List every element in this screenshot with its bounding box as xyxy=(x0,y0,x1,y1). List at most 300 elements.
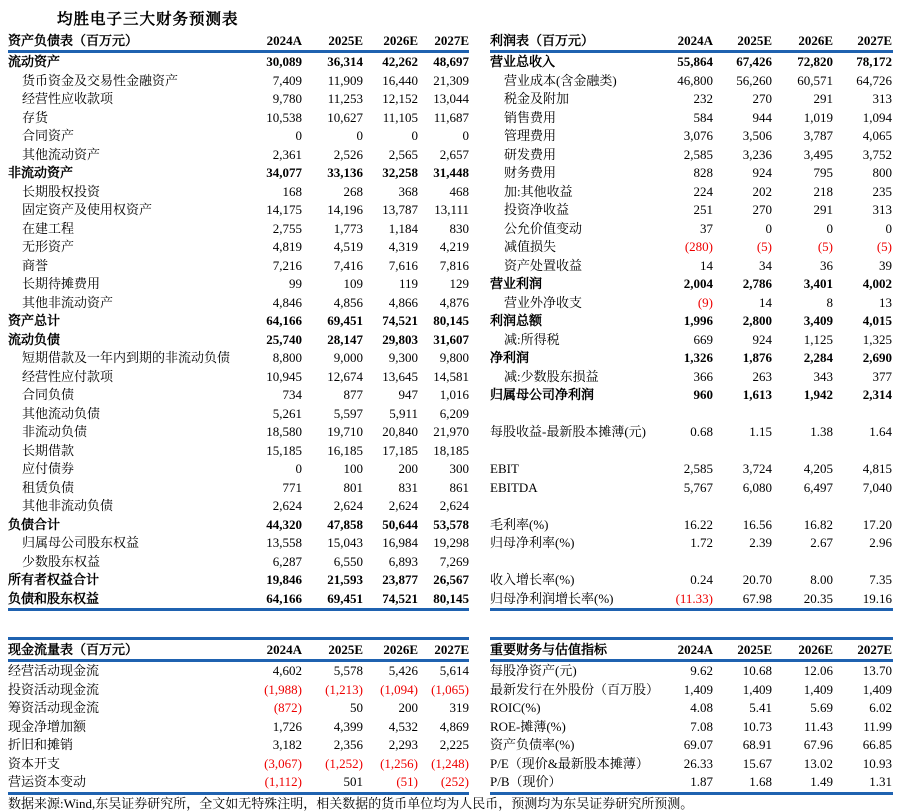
table-row xyxy=(490,368,893,387)
table-row xyxy=(490,571,893,590)
cell-value: 3,236 xyxy=(742,146,772,162)
cell-value: 6,893 xyxy=(388,553,418,569)
table-row xyxy=(490,460,893,479)
cell-value: 13,044 xyxy=(433,91,469,106)
table-row xyxy=(8,386,469,405)
cell-value: 26,567 xyxy=(433,572,469,587)
table-row xyxy=(490,127,893,146)
cell-value: 2,585 xyxy=(683,146,713,162)
cell-value: 21,309 xyxy=(433,72,469,88)
table-row xyxy=(8,553,469,572)
cell-value: 10,627 xyxy=(327,109,363,125)
income-statement-table xyxy=(490,31,893,611)
cell-value: 6,209 xyxy=(439,405,469,421)
row-label: 长期待摊费用 xyxy=(22,276,101,291)
year-column-header: 2025E xyxy=(328,642,363,657)
cell-value: 64,166 xyxy=(266,590,302,606)
cell-value: 0 xyxy=(885,220,892,236)
cell-value: 4,846 xyxy=(272,294,302,310)
row-label: 毛利率(%) xyxy=(490,516,549,532)
cell-value: 44,320 xyxy=(266,516,302,532)
cell-value: 7,409 xyxy=(272,72,302,88)
cell-value: 16,185 xyxy=(327,442,363,458)
cell-value: 5,767 xyxy=(683,479,713,495)
cell-value: 19.16 xyxy=(862,590,892,606)
cell-value: 5,597 xyxy=(333,405,363,421)
income-statement-header-row xyxy=(490,31,893,53)
cell-value: 1,942 xyxy=(803,387,833,402)
cell-value: 67,426 xyxy=(736,54,772,69)
cell-value: 1.72 xyxy=(690,535,713,550)
table-row xyxy=(8,534,469,553)
cell-value: 23,877 xyxy=(382,572,418,587)
cell-value: 3,495 xyxy=(803,146,833,162)
cell-value: 15,043 xyxy=(327,535,363,550)
table-row xyxy=(490,386,893,405)
table-row xyxy=(490,164,893,183)
row-label: EBIT xyxy=(490,461,519,476)
cell-value: 1,726 xyxy=(272,718,302,734)
cell-value: (51) xyxy=(396,774,418,789)
cell-value: 944 xyxy=(752,109,772,125)
table-row xyxy=(8,479,469,498)
cell-value: 14,581 xyxy=(433,368,469,384)
cell-value: 20.35 xyxy=(803,590,833,606)
row-label: 归母净利率(%) xyxy=(490,535,575,550)
row-label: 利润总额 xyxy=(490,313,543,328)
row-label: 长期股权投资 xyxy=(22,183,101,199)
year-column-header: 2024A xyxy=(266,642,302,657)
cell-value: 2,624 xyxy=(333,498,363,513)
cell-value: 12,674 xyxy=(327,368,363,384)
row-label: 非流动资产 xyxy=(8,165,74,180)
cell-value: 1.15 xyxy=(749,424,772,439)
cell-value: 0 xyxy=(765,220,772,236)
table-row xyxy=(490,662,893,681)
cell-value: 5.69 xyxy=(810,700,833,715)
cell-value: 343 xyxy=(813,368,833,384)
cell-value: 1.38 xyxy=(810,424,833,439)
cell-value: 14 xyxy=(700,257,713,273)
row-label: 经营活动现金流 xyxy=(8,663,100,678)
balance-sheet-header-row xyxy=(8,31,469,53)
cell-value: 74,521 xyxy=(382,590,418,606)
cell-value: 80,145 xyxy=(433,313,469,328)
table-row xyxy=(8,755,469,774)
row-label: 所有者权益合计 xyxy=(8,572,100,587)
cell-value: 69,451 xyxy=(327,313,363,328)
cell-value: 11.99 xyxy=(863,718,892,734)
cell-value: 1,325 xyxy=(862,331,892,347)
row-label: ROE-摊薄(%) xyxy=(490,718,566,734)
cell-value: 34,077 xyxy=(266,165,302,180)
row-label: 少数股东权益 xyxy=(22,553,101,569)
cell-value: (1,988) xyxy=(264,681,302,697)
page-title: 均胜电子三大财务预测表 xyxy=(57,11,239,28)
row-label: 其他流动资产 xyxy=(22,146,101,162)
cell-value: 1,876 xyxy=(742,350,772,365)
cell-value: 5,614 xyxy=(439,663,469,678)
cell-value: 28,147 xyxy=(327,331,363,347)
cell-value: 2,657 xyxy=(439,146,469,162)
row-label: 长期借款 xyxy=(22,442,75,458)
cell-value: 3,182 xyxy=(272,737,302,752)
table-row xyxy=(490,257,893,276)
table-row xyxy=(490,755,893,774)
cell-value: (9) xyxy=(697,294,713,310)
cell-value: 53,578 xyxy=(433,516,469,532)
row-label: 投资净收益 xyxy=(504,202,570,217)
cell-value: (252) xyxy=(440,774,469,789)
cell-value: 64,726 xyxy=(856,72,892,88)
row-label: 现金净增加额 xyxy=(8,718,87,734)
cell-value: 2,786 xyxy=(742,276,772,291)
table-header-label: 现金流量表（百万元） xyxy=(8,642,139,657)
cell-value: 50 xyxy=(350,700,363,715)
cell-value: 828 xyxy=(693,165,713,180)
cell-value: 4,015 xyxy=(862,313,892,328)
row-label: 存货 xyxy=(22,109,49,125)
row-label: 归母净利润增长率(%) xyxy=(490,590,614,606)
cell-value: 64,166 xyxy=(266,313,302,328)
cell-value: 5,261 xyxy=(272,405,302,421)
cell-value: 20.70 xyxy=(742,572,772,587)
cell-value: 4,819 xyxy=(272,239,302,254)
table-row xyxy=(8,516,469,535)
table-row xyxy=(8,773,469,792)
cell-value: 18,185 xyxy=(433,442,469,458)
row-label: 加:其他收益 xyxy=(504,183,573,199)
table-header-label: 资产负债表（百万元） xyxy=(8,33,139,48)
table-header-label: 重要财务与估值指标 xyxy=(490,642,608,657)
row-label: 资产处置收益 xyxy=(504,257,583,273)
cell-value: 1.31 xyxy=(869,774,892,789)
table-row xyxy=(8,681,469,700)
cell-value: 10,945 xyxy=(266,368,302,384)
table-row xyxy=(490,275,893,294)
cell-value: 19,846 xyxy=(266,572,302,587)
cell-value: 2,314 xyxy=(862,387,892,402)
cell-value: 2.39 xyxy=(749,535,772,550)
table-row xyxy=(490,238,893,257)
cell-value: 1.87 xyxy=(690,774,713,789)
table-row xyxy=(8,164,469,183)
cell-value: 13,787 xyxy=(382,202,418,217)
cell-value: 2,284 xyxy=(803,350,833,365)
cell-value: 0.24 xyxy=(690,572,713,587)
row-label: 归属母公司股东权益 xyxy=(22,535,140,550)
cell-value: 31,448 xyxy=(433,165,469,180)
cell-value: 1,613 xyxy=(742,387,772,402)
row-label: 研发费用 xyxy=(504,146,557,162)
cell-value: 129 xyxy=(449,276,469,291)
cell-value: 2,624 xyxy=(439,498,469,513)
year-column-header: 2026E xyxy=(383,642,418,657)
cell-value: 6,497 xyxy=(803,479,833,495)
data-source-note: 数据来源:Wind,东吴证券研究所，全文如无特殊注明，相关数据的货币单位均为人民币，预测均为东吴证券研究所预测。 xyxy=(8,796,694,811)
table-row xyxy=(490,72,893,91)
cell-value: 6.02 xyxy=(869,700,892,715)
cell-value: 60,571 xyxy=(797,72,833,88)
cell-value: (1,065) xyxy=(431,681,469,697)
table-row xyxy=(8,275,469,294)
cell-value: (5) xyxy=(756,239,772,254)
row-label: 负债合计 xyxy=(8,516,61,532)
cell-value: 36,314 xyxy=(327,54,363,69)
row-label: 在建工程 xyxy=(22,220,75,236)
table-row xyxy=(490,534,893,553)
cell-value: 2.96 xyxy=(869,535,892,550)
cell-value: 291 xyxy=(813,202,833,217)
cell-value: 100 xyxy=(343,461,363,476)
cell-value: 232 xyxy=(693,91,713,106)
row-label: 管理费用 xyxy=(504,128,557,143)
cell-value: 14 xyxy=(759,294,772,310)
table-row xyxy=(490,423,893,442)
cell-value: 0 xyxy=(295,461,302,476)
cell-value: 42,262 xyxy=(382,54,418,69)
cell-value: 1,409 xyxy=(862,681,892,697)
cell-value: 1,094 xyxy=(862,109,892,125)
cell-value: 2,565 xyxy=(388,146,418,162)
cell-value: 5,426 xyxy=(388,663,418,678)
cell-value: 16,984 xyxy=(382,535,418,550)
table-row xyxy=(8,442,469,461)
row-label: 减:少数股东损益 xyxy=(504,368,599,384)
table-row xyxy=(490,736,893,755)
cell-value: 263 xyxy=(752,368,772,384)
cell-value: 800 xyxy=(872,165,892,180)
cell-value: 55,864 xyxy=(677,54,713,69)
cell-value: 235 xyxy=(872,183,892,199)
cell-value: 9,000 xyxy=(333,350,363,365)
row-label: 每股收益-最新股本摊薄(元) xyxy=(490,424,646,439)
row-label: 负债和股东权益 xyxy=(8,590,100,606)
cell-value: 1,409 xyxy=(683,681,713,697)
year-column-header: 2025E xyxy=(737,642,772,657)
table-row xyxy=(8,405,469,424)
cell-value: 10,538 xyxy=(266,109,302,125)
cell-value: 11,687 xyxy=(433,109,469,125)
valuation-metrics-table xyxy=(490,637,893,795)
cell-value: 7,040 xyxy=(862,479,892,495)
cell-value: 7,416 xyxy=(333,257,363,273)
cell-value: 13,111 xyxy=(434,202,469,217)
cell-value: 877 xyxy=(343,387,363,402)
cell-value: 7.35 xyxy=(869,572,892,587)
row-label: 商誉 xyxy=(22,257,49,273)
row-label: 营业成本(含金融类) xyxy=(504,72,617,88)
cell-value: 313 xyxy=(872,91,892,106)
cell-value: 8 xyxy=(826,294,833,310)
cell-value: 1,326 xyxy=(683,350,713,365)
table-row xyxy=(8,497,469,516)
table-row xyxy=(490,699,893,718)
cell-value: 4,399 xyxy=(333,718,363,734)
cell-value: 2,755 xyxy=(272,220,302,236)
table-row xyxy=(490,349,893,368)
cell-value: 36 xyxy=(820,257,833,273)
cell-value: 4.08 xyxy=(690,700,713,715)
cell-value: (5) xyxy=(817,239,833,254)
row-label: 合同负债 xyxy=(22,387,75,402)
row-label: 减值损失 xyxy=(504,239,557,254)
row-label: 筹资活动现金流 xyxy=(8,700,100,715)
cell-value: 25,740 xyxy=(266,331,302,347)
cell-value: 218 xyxy=(813,183,833,199)
cell-value: 2,800 xyxy=(742,313,772,328)
cell-value: 10.73 xyxy=(742,718,772,734)
cell-value: 4,876 xyxy=(439,294,469,310)
cell-value: 9,300 xyxy=(388,350,418,365)
cell-value: 12.06 xyxy=(803,663,833,678)
table-row xyxy=(8,127,469,146)
year-column-header: 2025E xyxy=(737,33,772,48)
row-label: 合同资产 xyxy=(22,128,75,143)
year-column-header: 2027E xyxy=(857,642,892,657)
year-column-header: 2027E xyxy=(857,33,892,48)
spacer-row xyxy=(490,442,893,461)
row-label: 资本开支 xyxy=(8,755,61,771)
table-row xyxy=(490,773,893,792)
cell-value: 4,815 xyxy=(862,461,892,476)
cell-value: (1,094) xyxy=(380,681,418,697)
spacer-row xyxy=(490,405,893,424)
cell-value: 861 xyxy=(449,479,469,495)
cell-value: 6,287 xyxy=(272,553,302,569)
cell-value: 80,145 xyxy=(433,590,469,606)
year-column-header: 2026E xyxy=(383,33,418,48)
row-label: 最新发行在外股份（百万股） xyxy=(490,681,660,697)
table-row xyxy=(490,201,893,220)
row-label: 经营性应付款项 xyxy=(22,368,114,384)
row-label: 营业利润 xyxy=(490,276,543,291)
row-label: 其他非流动资产 xyxy=(22,294,114,310)
cell-value: 3,506 xyxy=(742,128,772,143)
cell-value: 0 xyxy=(826,220,833,236)
table-row xyxy=(8,257,469,276)
row-label: 公允价值变动 xyxy=(504,220,583,236)
cell-value: 4,532 xyxy=(388,718,418,734)
cell-value: 10.68 xyxy=(742,663,772,678)
row-label: 无形资产 xyxy=(22,239,75,254)
cell-value: (1,252) xyxy=(325,755,363,771)
row-label: 货币资金及交易性金融资产 xyxy=(22,72,179,88)
row-label: P/E（现价&最新股本摊薄） xyxy=(490,755,649,771)
row-label: 投资活动现金流 xyxy=(8,681,100,697)
row-label: 其他流动负债 xyxy=(22,405,101,421)
cell-value: 14,196 xyxy=(327,202,363,217)
cell-value: 830 xyxy=(449,220,469,236)
cell-value: 2,624 xyxy=(388,498,418,513)
cell-value: 11,253 xyxy=(327,91,363,106)
table-row xyxy=(490,516,893,535)
cell-value: 66.85 xyxy=(862,737,892,752)
cell-value: 2,356 xyxy=(333,737,363,752)
cell-value: 0 xyxy=(411,128,418,143)
table-row xyxy=(8,736,469,755)
cell-value: 1.64 xyxy=(869,424,892,439)
cell-value: 1,996 xyxy=(683,313,713,328)
table-row xyxy=(8,294,469,313)
cell-value: 669 xyxy=(693,331,713,347)
balance-sheet-table xyxy=(8,31,469,611)
cell-value: 4,065 xyxy=(862,128,892,143)
cell-value: (5) xyxy=(876,239,892,254)
cell-value: 5,578 xyxy=(333,663,363,678)
table-row xyxy=(8,238,469,257)
table-row xyxy=(490,220,893,239)
cell-value: 13,558 xyxy=(266,535,302,550)
cell-value: 377 xyxy=(872,368,892,384)
cell-value: 11,105 xyxy=(382,109,418,125)
cell-value: 2,361 xyxy=(272,146,302,162)
cell-value: 119 xyxy=(398,276,418,291)
cash-flow-header-row xyxy=(8,640,469,662)
year-column-header: 2024A xyxy=(266,33,302,48)
row-label: EBITDA xyxy=(490,479,538,495)
cell-value: 734 xyxy=(282,387,302,402)
cell-value: (1,248) xyxy=(431,755,469,771)
cell-value: 109 xyxy=(343,276,363,291)
cell-value: 72,820 xyxy=(797,54,833,69)
row-label: 营运资本变动 xyxy=(8,774,87,789)
metrics-header-row xyxy=(490,640,893,662)
cell-value: 1,184 xyxy=(388,220,418,236)
table-row xyxy=(8,109,469,128)
cell-value: 4,219 xyxy=(439,239,469,254)
row-label: 资产负债率(%) xyxy=(490,737,575,752)
cell-value: 9.62 xyxy=(690,663,713,678)
spacer-row xyxy=(490,497,893,516)
table-row xyxy=(8,571,469,590)
cell-value: 74,521 xyxy=(382,313,418,328)
row-label: 其他非流动负债 xyxy=(22,498,114,513)
table-row xyxy=(8,460,469,479)
cell-value: 13 xyxy=(879,294,892,310)
row-label: 折旧和摊销 xyxy=(8,737,74,752)
table-row xyxy=(8,201,469,220)
row-label: 减:所得税 xyxy=(504,331,560,347)
cell-value: 14,175 xyxy=(266,202,302,217)
table-row xyxy=(490,146,893,165)
cell-value: 10.93 xyxy=(862,755,892,771)
cell-value: (280) xyxy=(684,239,713,254)
row-label: 经营性应收款项 xyxy=(22,91,114,106)
cell-value: 202 xyxy=(752,183,772,199)
table-row xyxy=(8,423,469,442)
table-row xyxy=(490,90,893,109)
row-label: 收入增长率(%) xyxy=(490,572,575,587)
cell-value: 47,858 xyxy=(327,516,363,532)
cell-value: 291 xyxy=(813,91,833,106)
cell-value: 67.96 xyxy=(803,737,833,752)
table-row xyxy=(8,90,469,109)
cell-value: 8.00 xyxy=(810,572,833,587)
cell-value: 366 xyxy=(693,368,713,384)
table-row xyxy=(490,109,893,128)
cell-value: 2,225 xyxy=(439,737,469,752)
table-row xyxy=(8,349,469,368)
table-row xyxy=(490,294,893,313)
cell-value: 39 xyxy=(879,257,892,273)
cell-value: (1,112) xyxy=(264,774,302,789)
cell-value: 584 xyxy=(693,109,713,125)
cell-value: 11.43 xyxy=(804,718,833,734)
table-row xyxy=(8,72,469,91)
row-label: 非流动负债 xyxy=(22,424,88,439)
cell-value: 48,697 xyxy=(433,54,469,69)
